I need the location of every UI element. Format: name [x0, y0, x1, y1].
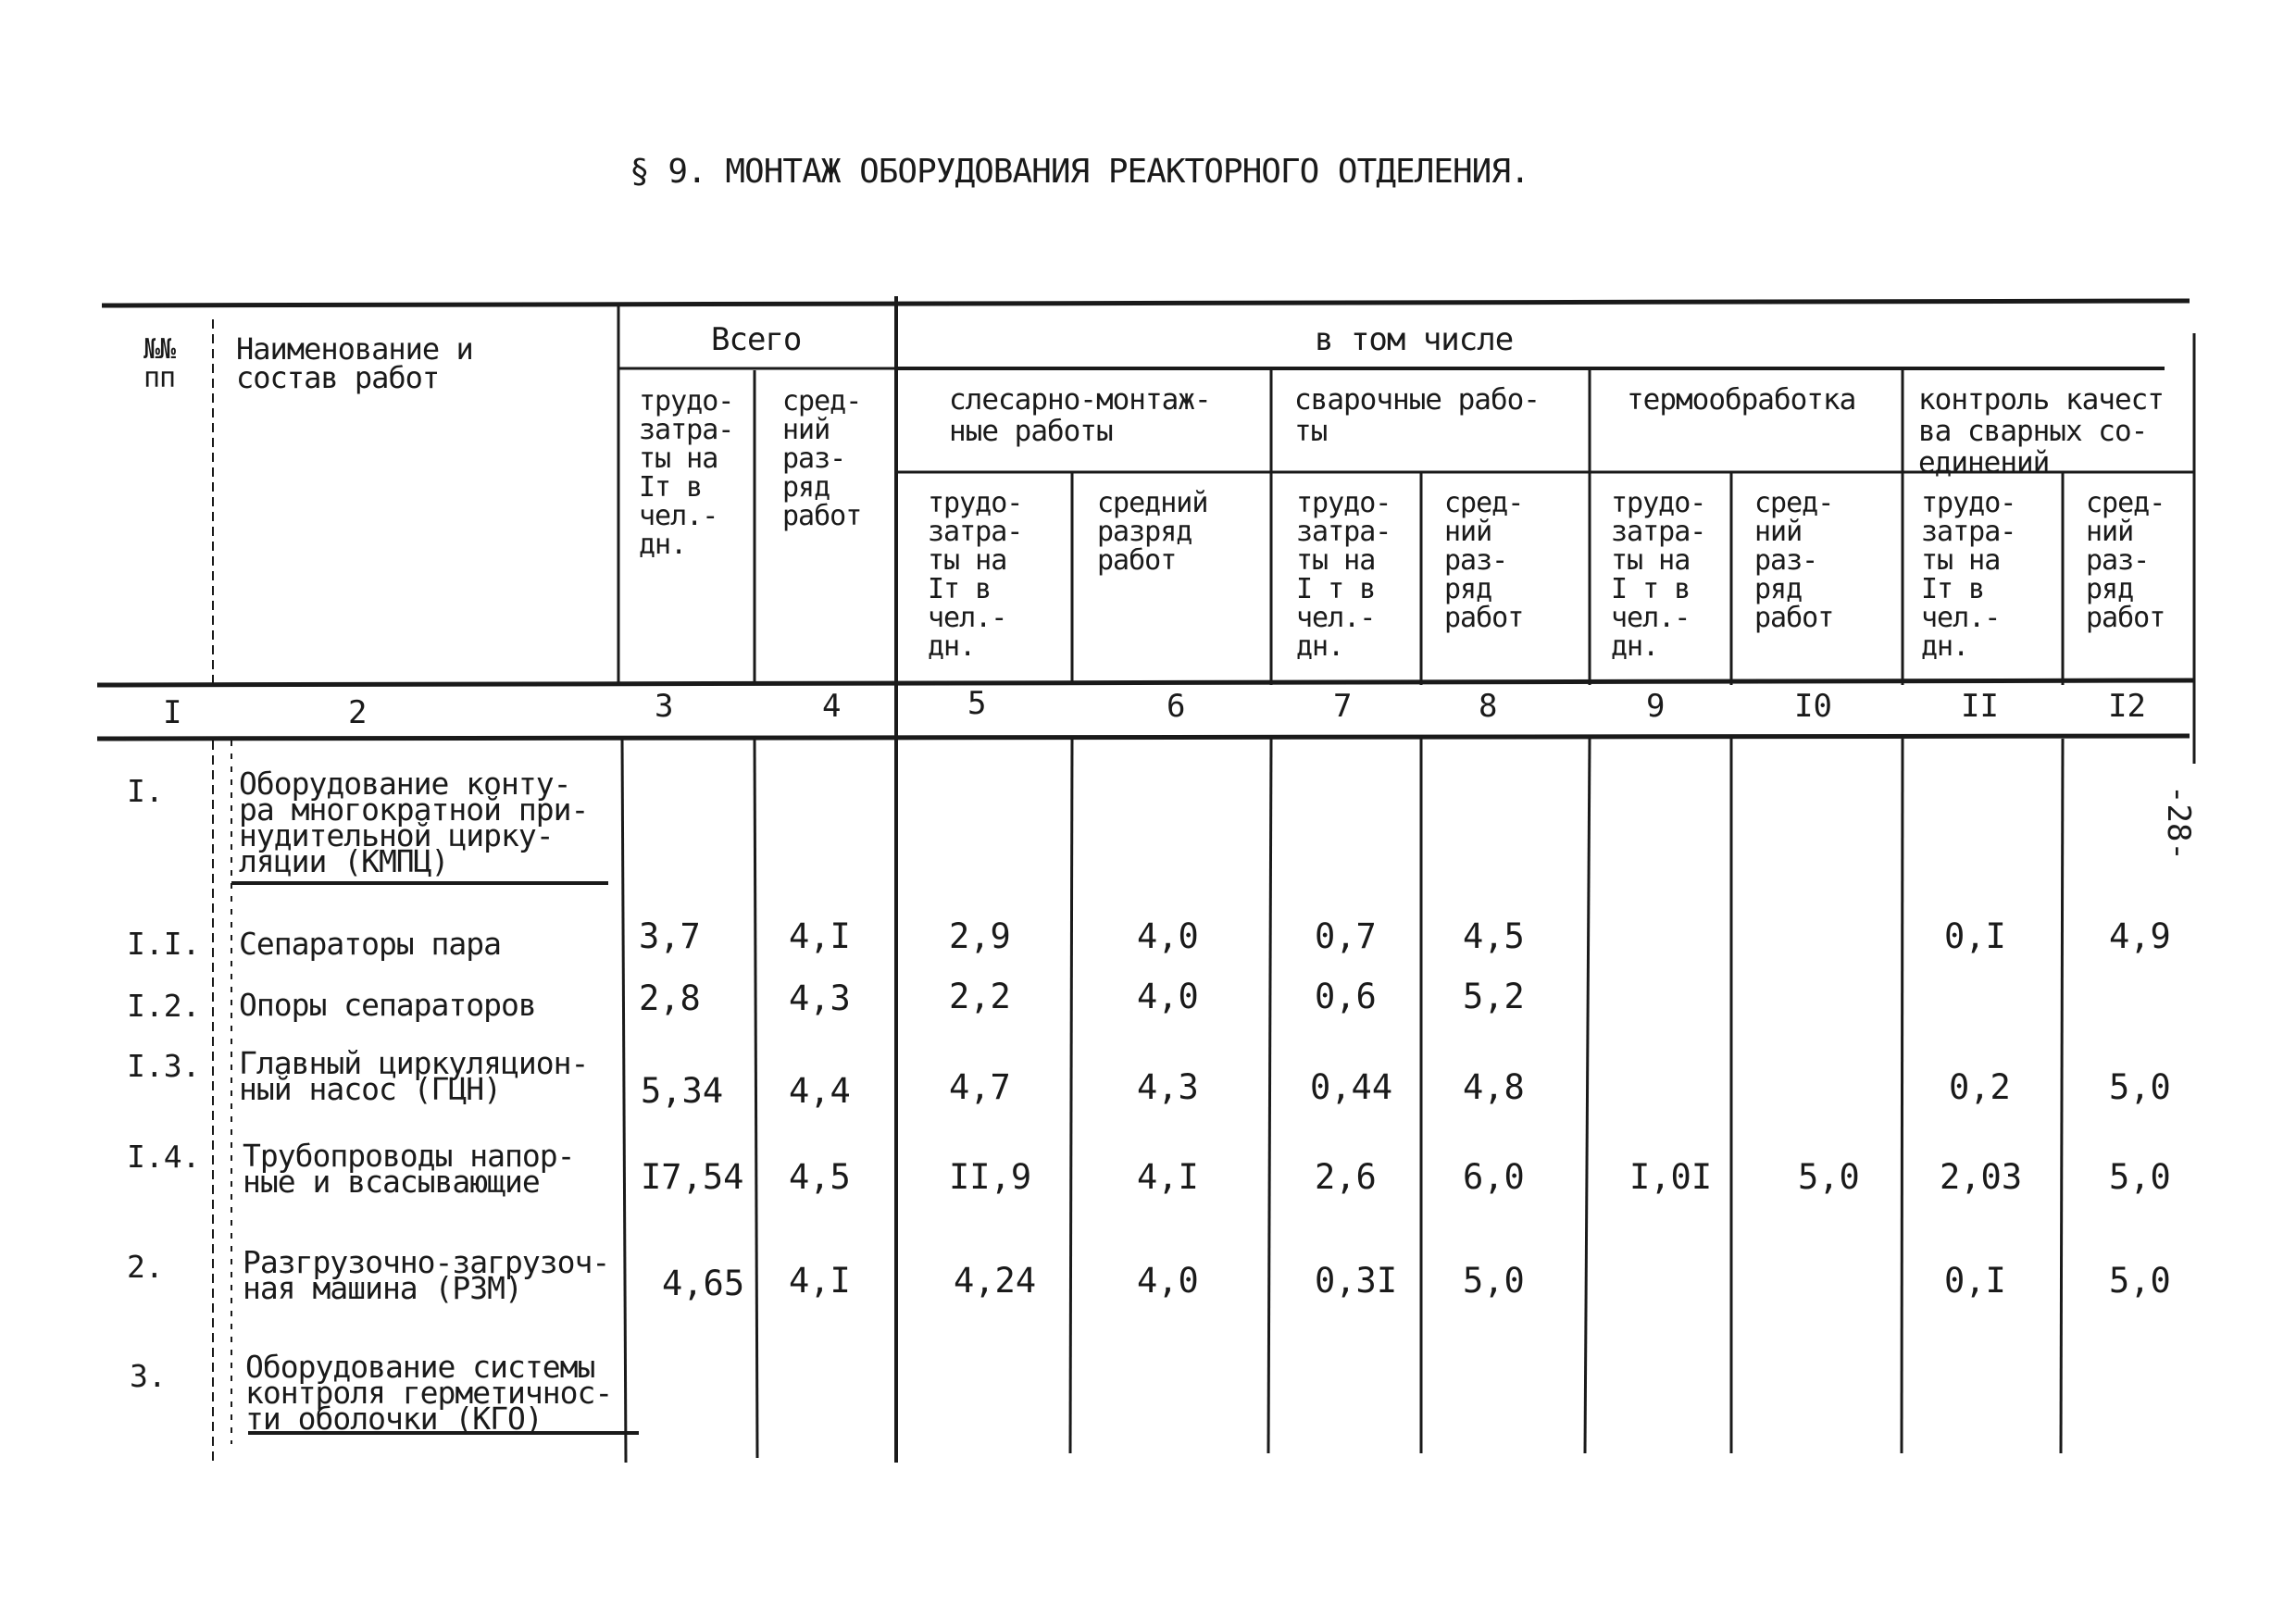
cell-c4: 4,3: [789, 978, 851, 1018]
row-name: Оборудование конту- ра многократной при- нудительной цирку- ляции (КМПЦ): [239, 766, 589, 879]
row-name: Разгрузочно-загрузоч- ная машина (РЗМ): [243, 1244, 610, 1306]
col-number-10: I0: [1794, 688, 1832, 725]
row-number: 3.: [130, 1358, 167, 1394]
cell-c7: 0,44: [1310, 1067, 1393, 1107]
cell-c3: 4,65: [662, 1264, 745, 1303]
row-name: Опоры сепараторов: [239, 987, 536, 1023]
cell-c8: 4,8: [1463, 1067, 1525, 1107]
cell-c5: 2,9: [949, 916, 1011, 956]
cell-c6: 4,0: [1137, 1261, 1199, 1301]
cell-c7: 2,6: [1315, 1157, 1377, 1197]
cell-c4: 4,4: [789, 1071, 851, 1111]
cell-c8: 4,5: [1463, 916, 1525, 956]
header-sub-c5: трудо- затра- ты на Iт в чел.- дн.: [928, 487, 1023, 663]
cell-c12: 5,0: [2109, 1067, 2171, 1107]
header-sub-c11: трудо- затра- ты на Iт в чел.- дн.: [1921, 487, 2016, 663]
header-sub-c8: сред- ний раз- ряд работ: [1444, 487, 1524, 634]
row-name: Оборудование системы контроля герметичнос- ти оболочки (КГО): [245, 1349, 613, 1437]
section-title: § 9. МОНТАЖ ОБОРУДОВАНИЯ РЕАКТОРНОГО ОТДЕЛЕНИЯ.: [630, 153, 1529, 191]
cell-c3: 5,34: [641, 1071, 724, 1111]
header-v-tom-chisle: в том числе: [1315, 321, 1514, 358]
cell-c6: 4,I: [1137, 1157, 1199, 1197]
col-number-3: 3: [655, 688, 674, 725]
header-col-number: №№ пп: [144, 333, 176, 394]
cell-c7: 0,7: [1315, 916, 1377, 956]
cell-c5: 4,7: [949, 1067, 1011, 1107]
col-number-9: 9: [1646, 688, 1666, 725]
cell-c3: 3,7: [639, 916, 701, 956]
cell-c6: 4,3: [1137, 1067, 1199, 1107]
cell-c4: 4,I: [789, 1261, 851, 1301]
cell-c5: 2,2: [949, 977, 1011, 1016]
header-sub-c3: трудо- затра- ты на Iт в чел.- дн.: [639, 385, 734, 561]
cell-c6: 4,0: [1137, 977, 1199, 1016]
col-number-5: 5: [967, 685, 987, 722]
cell-c3: I7,54: [641, 1157, 744, 1197]
col-number-6: 6: [1167, 688, 1186, 725]
cell-c11: 2,03: [1940, 1157, 2023, 1197]
cell-c5: II,9: [949, 1157, 1032, 1197]
col-number-4: 4: [822, 688, 842, 725]
header-group-slesarno: слесарно-монтаж- ные работы: [949, 383, 1211, 448]
row-name: Сепараторы пара: [239, 926, 502, 962]
header-col-name: Наименование и состав работ: [236, 331, 473, 395]
col-number-1: I: [163, 694, 182, 731]
col-number-2: 2: [348, 694, 368, 731]
cell-c8: 5,2: [1463, 977, 1525, 1016]
page-number: -28-: [2160, 785, 2197, 861]
row-number: 2.: [127, 1249, 164, 1285]
cell-c8: 6,0: [1463, 1157, 1525, 1197]
row-name: Трубопроводы напор- ные и всасывающие: [243, 1138, 575, 1200]
header-group-kontrol: контроль качест ва сварных со- единений: [1918, 383, 2164, 479]
row-number: I.I.: [127, 926, 201, 962]
header-group-svarochnye: сварочные рабо- ты: [1294, 383, 1540, 448]
cell-c5: 4,24: [954, 1261, 1037, 1301]
cell-c7: 0,6: [1315, 977, 1377, 1016]
header-vsego: Всего: [711, 321, 802, 358]
cell-c12: 5,0: [2109, 1157, 2171, 1197]
row-number: I.2.: [127, 988, 201, 1024]
col-number-7: 7: [1333, 688, 1353, 725]
header-sub-c7: трудо- затра- ты на I т в чел.- дн.: [1296, 487, 1391, 663]
row-number: I.3.: [127, 1048, 201, 1084]
col-number-11: II: [1961, 688, 1999, 725]
cell-c4: 4,I: [789, 916, 851, 956]
cell-c3: 2,8: [639, 978, 701, 1018]
cell-c12: 4,9: [2109, 916, 2171, 956]
row-number: I.: [127, 773, 164, 809]
cell-c10: 5,0: [1798, 1157, 1860, 1197]
header-sub-c6: средний разряд работ: [1097, 487, 1208, 577]
header-sub-c12: сред- ний раз- ряд работ: [2086, 487, 2165, 634]
header-sub-c10: сред- ний раз- ряд работ: [1754, 487, 1834, 634]
cell-c11: 0,2: [1949, 1067, 2011, 1107]
cell-c7: 0,3I: [1315, 1261, 1398, 1301]
row-number: I.4.: [127, 1139, 201, 1175]
col-number-12: I2: [2108, 688, 2146, 725]
cell-c11: 0,I: [1944, 1261, 2006, 1301]
header-sub-c9: трудо- затра- ты на I т в чел.- дн.: [1611, 487, 1706, 663]
cell-c9: I,0I: [1629, 1157, 1713, 1197]
cell-c12: 5,0: [2109, 1261, 2171, 1301]
cell-c8: 5,0: [1463, 1261, 1525, 1301]
header-group-termo: термообработка: [1627, 383, 1856, 417]
row-name: Главный циркуляцион- ный насос (ГЦН): [239, 1045, 589, 1107]
header-sub-c4: сред- ний раз- ряд работ: [782, 385, 862, 532]
cell-c6: 4,0: [1137, 916, 1199, 956]
col-number-8: 8: [1479, 688, 1498, 725]
cell-c11: 0,I: [1944, 916, 2006, 956]
cell-c4: 4,5: [789, 1157, 851, 1197]
